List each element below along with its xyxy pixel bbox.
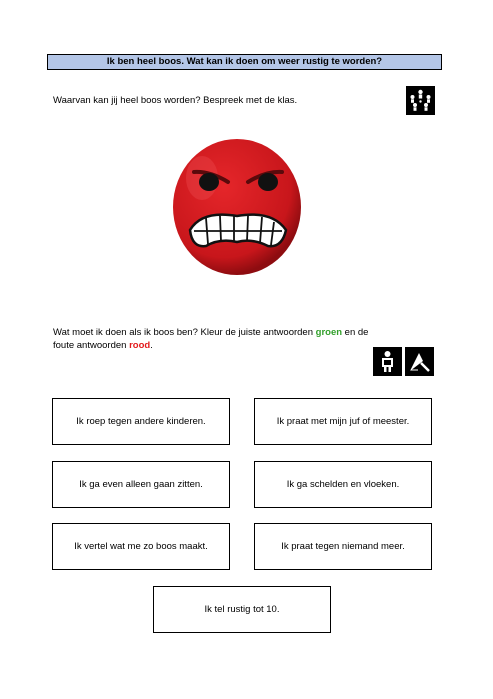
worksheet-title: Ik ben heel boos. Wat kan ik doen om weer rustig te worden? bbox=[47, 54, 442, 70]
answer-option[interactable]: Ik praat tegen niemand meer. bbox=[254, 523, 432, 570]
child-reading-icon bbox=[373, 347, 402, 376]
face-circle bbox=[173, 139, 301, 275]
angry-face bbox=[172, 138, 302, 278]
answer-option[interactable]: Ik praat met mijn juf of meester. bbox=[254, 398, 432, 445]
question-color-text: Wat moet ik doen als ik boos ben? Kleur de juiste antwoorden bbox=[53, 327, 316, 338]
answer-option[interactable]: Ik vertel wat me zo boos maakt. bbox=[52, 523, 230, 570]
left-eye bbox=[199, 173, 219, 191]
question-color-text-2: en de foute antwoorden bbox=[53, 327, 369, 351]
question-discuss: Waarvan kan jij heel boos worden? Bespreek met de klas. bbox=[53, 95, 298, 106]
answer-option[interactable]: Ik ga even alleen gaan zitten. bbox=[52, 461, 230, 508]
red-word: rood bbox=[129, 340, 151, 351]
answer-option[interactable]: Ik roep tegen andere kinderen. bbox=[52, 398, 230, 445]
class-discussion-icon bbox=[406, 86, 435, 115]
question-color-end: . bbox=[150, 340, 153, 351]
question-color bbox=[53, 326, 383, 352]
green-word: groen bbox=[315, 327, 343, 338]
coloring-pen-icon bbox=[405, 347, 434, 376]
answer-option[interactable]: Ik ga schelden en vloeken. bbox=[254, 461, 432, 508]
right-eye bbox=[258, 173, 278, 191]
answer-option[interactable]: Ik tel rustig tot 10. bbox=[153, 586, 331, 633]
